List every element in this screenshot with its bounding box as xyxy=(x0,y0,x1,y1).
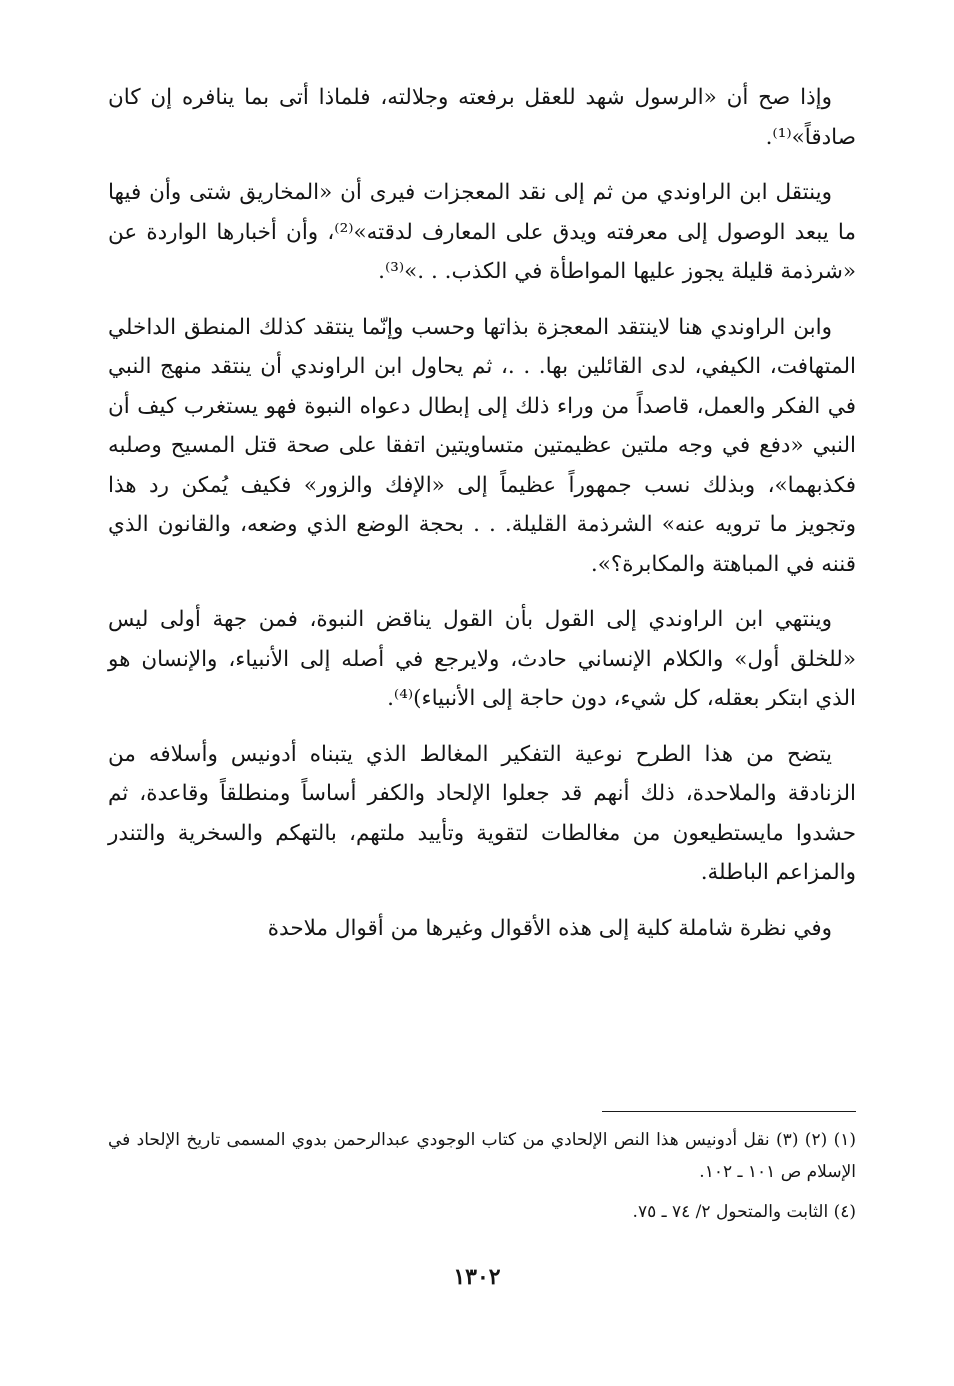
paragraph-1: وإذا صح أن «الرسول شهد للعقل برفعته وجلالته، فلماذا أتى بما ينافره إن كان صادقاً»⁽¹⁾. xyxy=(108,85,856,150)
footnote-divider xyxy=(602,1111,856,1112)
footnote-1-3: (١) (٢) (٣) نقل أدونيس هذا النص الإلحادي من كتاب الوجودي عبدالرحمن بدوي المسمى تاريخ الإلحاد في الإسلام ص ١٠١ ـ ١٠٢. xyxy=(108,1130,857,1182)
page-number: ١٣٠٢ xyxy=(453,1264,501,1290)
footnotes xyxy=(108,1124,856,1236)
paragraph-4: وينتهي ابن الراوندي إلى القول بأن القول يناقض النبوة، فمن جهة أولى ليس «للخلق أول» والكلام الإنساني حادث، ولايرجع في أصله إلى الأنبياء، والإنسان هو الذي ابتكر بعقله، كل شيء، دون حاجة إلى الأنبياء)⁽⁴⁾. xyxy=(108,607,856,711)
footnote-4: (٤) الثابت والمتحول ٢/ ٧٤ ـ ٧٥. xyxy=(632,1202,856,1222)
paragraph-2: وينتقل ابن الراوندي من ثم إلى نقد المعجزات فيرى أن «المخاريق شتى وأن فيها ما يبعد الوصول إلى معرفته ويدق على المعارف لدقته»⁽²⁾، وأن أخبارها الواردة عن «شرذمة قليلة يجوز عليها المواطأة في الكذب. . .»⁽³⁾. xyxy=(108,180,856,284)
paragraph-3: وابن الراوندي هنا لاينتقد المعجزة بذاتها وحسب وإنّما ينتقد كذلك المنطق الداخلي المتهافت، الكيفي، لدى القائلين بها. . .، ثم يحاول ابن الراوندي أن ينتقد منهج النبي في الفكر والعمل، قاصداً من وراء ذلك إلى إبطال دعواه النبوة فهو يستغرب كيف أن النبي «دفع في وجه ملتين عظيمتين متساويتين اتفقا على صحة قتل المسيح وصلبه فكذبهما»، وبذلك نسب جمهوراً عظيماً إلى «الإفك والزور» فكيف يُمكن رد هذا وتجويز ما ترويه عنه» الشرذمة القليلة. . . بحجة الوضع الذي وضعه، والقانون الذي قننه في المباهتة والمكابرة؟». xyxy=(108,314,856,577)
main-text xyxy=(108,78,856,964)
paragraph-6: وفي نظرة شاملة كلية إلى هذه الأقوال وغيرها من أقوال ملاحدة xyxy=(267,915,832,941)
paragraph-5: يتضح من هذا الطرح نوعية التفكير المغالط الذي يتبناه أدونيس وأسلافه من الزنادقة والملاحدة، ذلك أنهم قد جعلوا الإلحاد والكفر أساساً ومنطلقاً وقاعدة، ثم حشدوا مايستطيعون من مغالطات لتقوية وتأييد ملتهم، بالتهكم والسخرية والتندر والمزاعم الباطلة. xyxy=(108,741,856,885)
